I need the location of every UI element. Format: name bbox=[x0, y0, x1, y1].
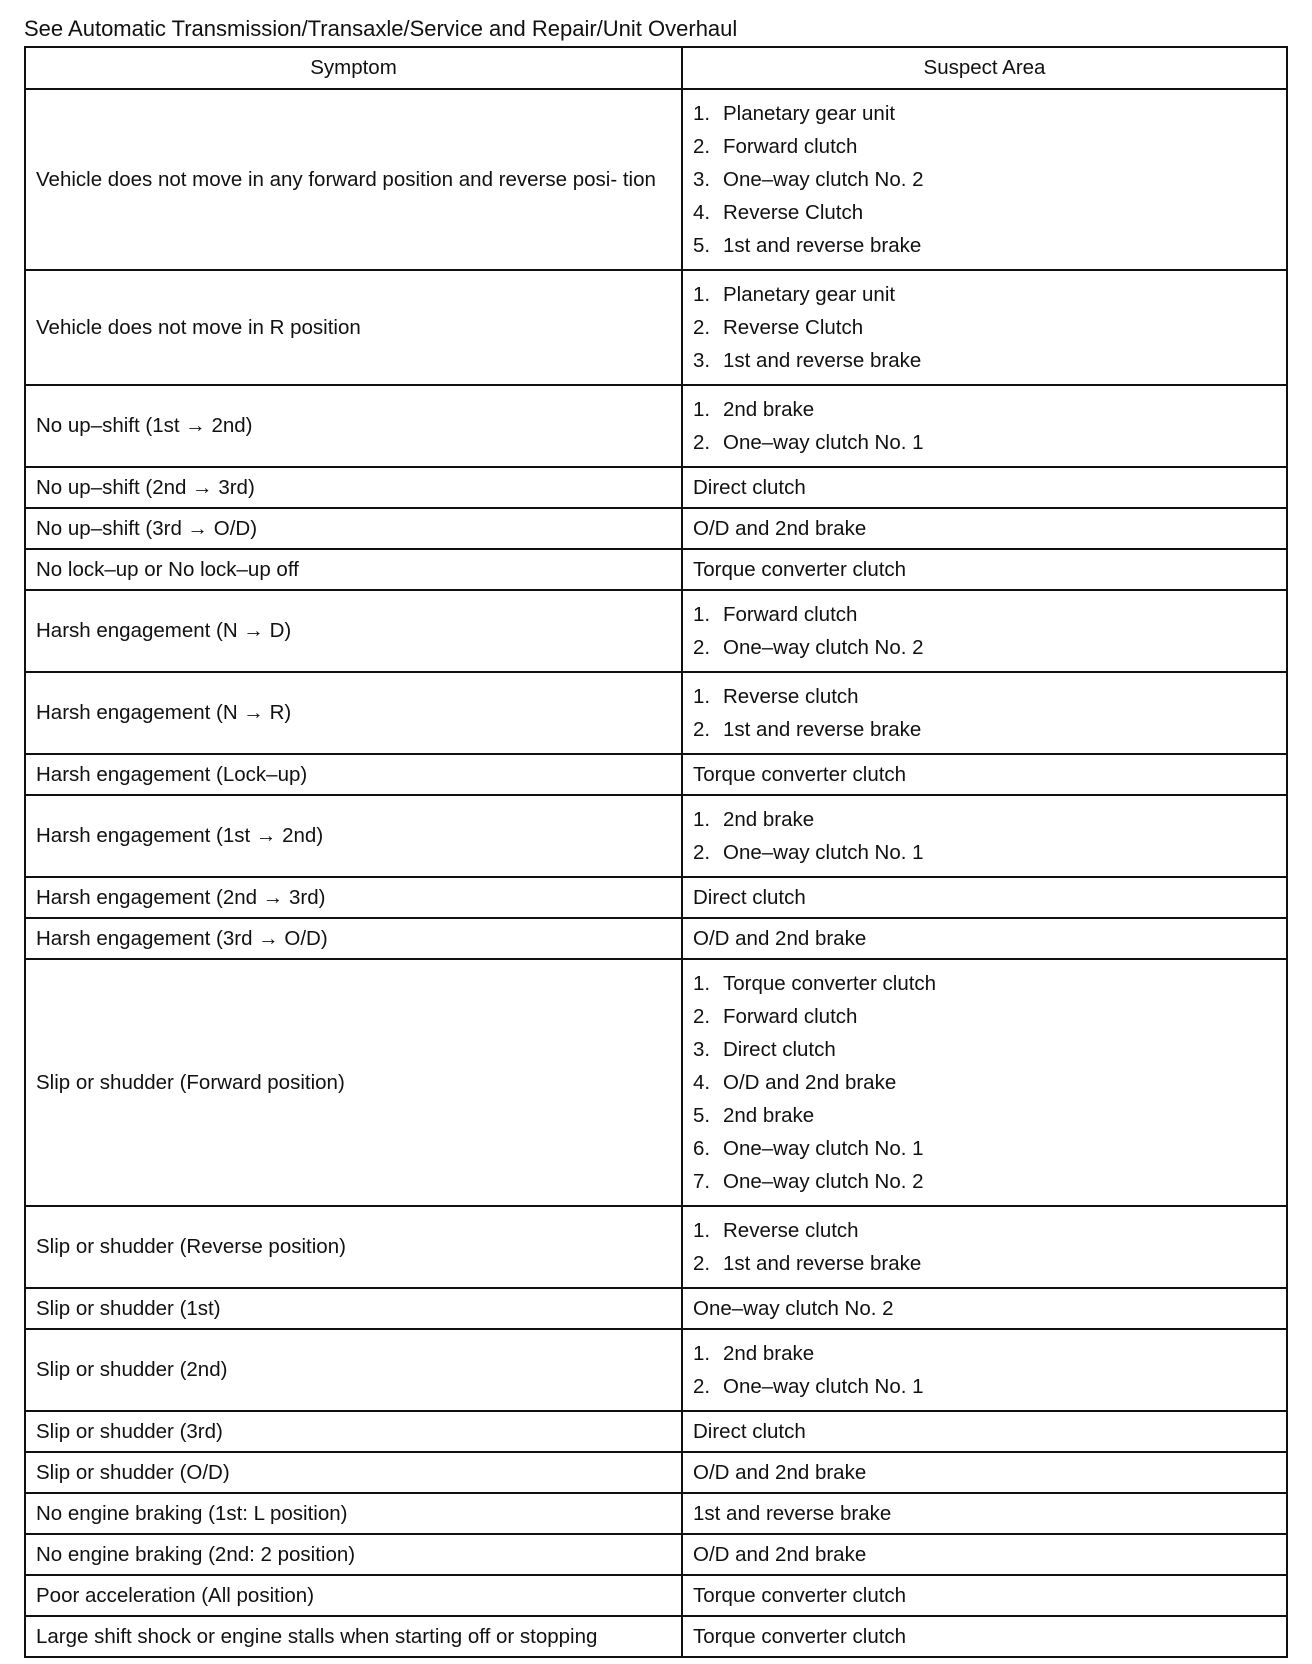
symptom-cell: Slip or shudder (3rd) bbox=[25, 1411, 682, 1452]
suspect-area-text: Direct clutch bbox=[693, 886, 806, 909]
suspect-area-text: Forward clutch bbox=[723, 603, 858, 626]
table-row bbox=[25, 1206, 1287, 1288]
table-row bbox=[25, 1616, 1287, 1657]
suspect-area-item bbox=[693, 1165, 1276, 1198]
suspect-area-item bbox=[693, 1000, 1276, 1033]
suspect-area-list bbox=[693, 386, 1276, 466]
table-row bbox=[25, 549, 1287, 590]
item-number: 7. bbox=[693, 1170, 711, 1193]
item-number: 2. bbox=[693, 841, 711, 864]
table-row bbox=[25, 1452, 1287, 1493]
symptom-cell: No up–shift (1st → 2nd) bbox=[25, 385, 682, 467]
symptom-cell: Harsh engagement (Lock–up) bbox=[25, 754, 682, 795]
suspect-area-cell bbox=[682, 1534, 1287, 1575]
item-number: 5. bbox=[693, 1104, 711, 1127]
suspect-area-text: Torque converter clutch bbox=[693, 1625, 907, 1648]
suspect-area-cell bbox=[682, 1411, 1287, 1452]
suspect-area-cell bbox=[682, 385, 1287, 467]
suspect-area-text: Direct clutch bbox=[723, 1038, 836, 1061]
suspect-area-text: 1st and reverse brake bbox=[723, 1252, 922, 1275]
suspect-area-text: 2nd brake bbox=[723, 1104, 815, 1127]
table-row bbox=[25, 672, 1287, 754]
suspect-area-cell bbox=[682, 1329, 1287, 1411]
item-number: 2. bbox=[693, 718, 711, 741]
item-number: 1. bbox=[693, 972, 711, 995]
table-row bbox=[25, 1329, 1287, 1411]
item-number: 1. bbox=[693, 603, 711, 626]
item-number: 2. bbox=[693, 431, 711, 454]
suspect-area-cell bbox=[682, 467, 1287, 508]
suspect-area-item bbox=[693, 1033, 1276, 1066]
suspect-area-text: Reverse clutch bbox=[723, 685, 859, 708]
symptom-cell: Slip or shudder (1st) bbox=[25, 1288, 682, 1329]
symptom-cell: Slip or shudder (O/D) bbox=[25, 1452, 682, 1493]
table-row bbox=[25, 89, 1287, 270]
suspect-area-cell bbox=[682, 754, 1287, 795]
suspect-area-item bbox=[693, 1214, 1276, 1247]
suspect-area-text: Planetary gear unit bbox=[723, 283, 896, 306]
suspect-area-list bbox=[693, 1330, 1276, 1410]
suspect-area-item bbox=[693, 713, 1276, 746]
item-number: 5. bbox=[693, 234, 711, 257]
suspect-area-text: One–way clutch No. 2 bbox=[693, 1297, 894, 1320]
suspect-area-cell bbox=[682, 877, 1287, 918]
suspect-area-text: O/D and 2nd brake bbox=[693, 927, 867, 950]
suspect-area-item bbox=[693, 344, 1276, 377]
table-row bbox=[25, 1534, 1287, 1575]
item-number: 2. bbox=[693, 1375, 711, 1398]
symptom-cell: Vehicle does not move in R position bbox=[25, 270, 682, 385]
suspect-area-text: O/D and 2nd brake bbox=[723, 1071, 897, 1094]
symptom-cell: Harsh engagement (2nd → 3rd) bbox=[25, 877, 682, 918]
suspect-area-item bbox=[693, 1370, 1276, 1403]
page-heading: See Automatic Transmission/Transaxle/Service and Repair/Unit Overhaul bbox=[24, 16, 738, 41]
symptom-cell: No engine braking (2nd: 2 position) bbox=[25, 1534, 682, 1575]
header-symptom: Symptom bbox=[25, 47, 682, 89]
suspect-area-item bbox=[693, 1099, 1276, 1132]
item-number: 3. bbox=[693, 349, 711, 372]
suspect-area-text: 1st and reverse brake bbox=[723, 234, 922, 257]
suspect-area-text: 1st and reverse brake bbox=[723, 718, 922, 741]
suspect-area-text: Direct clutch bbox=[693, 476, 806, 499]
table-row bbox=[25, 918, 1287, 959]
item-number: 1. bbox=[693, 1219, 711, 1242]
suspect-area-item bbox=[693, 803, 1276, 836]
suspect-area-text: Reverse clutch bbox=[723, 1219, 859, 1242]
symptom-cell: No lock–up or No lock–up off bbox=[25, 549, 682, 590]
table-row bbox=[25, 754, 1287, 795]
symptom-cell: Slip or shudder (Reverse position) bbox=[25, 1206, 682, 1288]
suspect-area-item bbox=[693, 196, 1276, 229]
suspect-area-cell bbox=[682, 508, 1287, 549]
symptom-cell: Harsh engagement (1st → 2nd) bbox=[25, 795, 682, 877]
item-number: 2. bbox=[693, 1005, 711, 1028]
suspect-area-text: Reverse Clutch bbox=[723, 201, 864, 224]
suspect-area-text: Direct clutch bbox=[693, 1420, 806, 1443]
table-row bbox=[25, 508, 1287, 549]
suspect-area-text: Torque converter clutch bbox=[723, 972, 937, 995]
suspect-area-text: 1st and reverse brake bbox=[693, 1502, 892, 1525]
suspect-area-text: Torque converter clutch bbox=[693, 763, 907, 786]
item-number: 1. bbox=[693, 102, 711, 125]
suspect-area-text: One–way clutch No. 1 bbox=[723, 841, 924, 864]
suspect-area-cell bbox=[682, 549, 1287, 590]
item-number: 2. bbox=[693, 1252, 711, 1275]
suspect-area-cell bbox=[682, 1493, 1287, 1534]
symptom-cell: No engine braking (1st: L position) bbox=[25, 1493, 682, 1534]
suspect-area-list bbox=[693, 591, 1276, 671]
item-number: 6. bbox=[693, 1137, 711, 1160]
suspect-area-text: Reverse Clutch bbox=[723, 316, 864, 339]
symptom-cell: Harsh engagement (N → D) bbox=[25, 590, 682, 672]
suspect-area-list bbox=[693, 90, 1276, 269]
symptom-cell: No up–shift (3rd → O/D) bbox=[25, 508, 682, 549]
suspect-area-cell bbox=[682, 918, 1287, 959]
suspect-area-text: 1st and reverse brake bbox=[723, 349, 922, 372]
suspect-area-item bbox=[693, 163, 1276, 196]
symptom-table bbox=[24, 46, 1288, 1658]
suspect-area-item bbox=[693, 1066, 1276, 1099]
suspect-area-item bbox=[693, 1132, 1276, 1165]
suspect-area-cell bbox=[682, 672, 1287, 754]
table-row bbox=[25, 1493, 1287, 1534]
suspect-area-item bbox=[693, 967, 1276, 1000]
suspect-area-text: Torque converter clutch bbox=[693, 1584, 907, 1607]
item-number: 1. bbox=[693, 1342, 711, 1365]
suspect-area-item bbox=[693, 229, 1276, 262]
suspect-area-item bbox=[693, 598, 1276, 631]
table-row bbox=[25, 590, 1287, 672]
symptom-cell: Vehicle does not move in any forward position and reverse posi- tion bbox=[25, 89, 682, 270]
suspect-area-text: 2nd brake bbox=[723, 808, 815, 831]
table-row bbox=[25, 877, 1287, 918]
suspect-area-text: Forward clutch bbox=[723, 1005, 858, 1028]
table-row bbox=[25, 467, 1287, 508]
symptom-cell: Slip or shudder (Forward position) bbox=[25, 959, 682, 1206]
page bbox=[24, 14, 1286, 1658]
suspect-area-text: Forward clutch bbox=[723, 135, 858, 158]
item-number: 3. bbox=[693, 1038, 711, 1061]
suspect-area-list bbox=[693, 271, 1276, 384]
symptom-cell: No up–shift (2nd → 3rd) bbox=[25, 467, 682, 508]
table-row bbox=[25, 959, 1287, 1206]
item-number: 1. bbox=[693, 398, 711, 421]
symptom-cell: Harsh engagement (3rd → O/D) bbox=[25, 918, 682, 959]
table-row bbox=[25, 270, 1287, 385]
header-suspect-area: Suspect Area bbox=[682, 47, 1287, 89]
suspect-area-cell bbox=[682, 795, 1287, 877]
suspect-area-list bbox=[693, 796, 1276, 876]
suspect-area-item bbox=[693, 278, 1276, 311]
suspect-area-cell bbox=[682, 1288, 1287, 1329]
item-number: 2. bbox=[693, 135, 711, 158]
symptom-cell: Poor acceleration (All position) bbox=[25, 1575, 682, 1616]
suspect-area-text: One–way clutch No. 1 bbox=[723, 431, 924, 454]
table-row bbox=[25, 1411, 1287, 1452]
suspect-area-text: O/D and 2nd brake bbox=[693, 1543, 867, 1566]
suspect-area-cell bbox=[682, 959, 1287, 1206]
suspect-area-cell bbox=[682, 1452, 1287, 1493]
suspect-area-item bbox=[693, 680, 1276, 713]
suspect-area-list bbox=[693, 673, 1276, 753]
item-number: 1. bbox=[693, 808, 711, 831]
suspect-area-cell bbox=[682, 1206, 1287, 1288]
suspect-area-text: O/D and 2nd brake bbox=[693, 517, 867, 540]
suspect-area-text: One–way clutch No. 1 bbox=[723, 1375, 924, 1398]
item-number: 4. bbox=[693, 1071, 711, 1094]
item-number: 1. bbox=[693, 685, 711, 708]
suspect-area-text: One–way clutch No. 2 bbox=[723, 636, 924, 659]
suspect-area-text: 2nd brake bbox=[723, 1342, 815, 1365]
table-row bbox=[25, 795, 1287, 877]
item-number: 2. bbox=[693, 316, 711, 339]
suspect-area-text: 2nd brake bbox=[723, 398, 815, 421]
suspect-area-list bbox=[693, 1207, 1276, 1287]
suspect-area-item bbox=[693, 426, 1276, 459]
symptom-cell: Slip or shudder (2nd) bbox=[25, 1329, 682, 1411]
suspect-area-item bbox=[693, 97, 1276, 130]
suspect-area-item bbox=[693, 130, 1276, 163]
symptom-cell: Harsh engagement (N → R) bbox=[25, 672, 682, 754]
symptom-cell: Large shift shock or engine stalls when starting off or stopping bbox=[25, 1616, 682, 1657]
suspect-area-cell bbox=[682, 1616, 1287, 1657]
suspect-area-text: One–way clutch No. 1 bbox=[723, 1137, 924, 1160]
suspect-area-cell bbox=[682, 590, 1287, 672]
suspect-area-item bbox=[693, 1247, 1276, 1280]
table-row bbox=[25, 1288, 1287, 1329]
item-number: 4. bbox=[693, 201, 711, 224]
suspect-area-cell bbox=[682, 1575, 1287, 1616]
suspect-area-item bbox=[693, 311, 1276, 344]
suspect-area-item bbox=[693, 1337, 1276, 1370]
suspect-area-item bbox=[693, 631, 1276, 664]
suspect-area-text: One–way clutch No. 2 bbox=[723, 1170, 924, 1193]
item-number: 3. bbox=[693, 168, 711, 191]
suspect-area-cell bbox=[682, 270, 1287, 385]
table-header-row bbox=[25, 47, 1287, 89]
suspect-area-item bbox=[693, 836, 1276, 869]
suspect-area-item bbox=[693, 393, 1276, 426]
table-body bbox=[25, 89, 1287, 1657]
item-number: 2. bbox=[693, 636, 711, 659]
item-number: 1. bbox=[693, 283, 711, 306]
suspect-area-text: One–way clutch No. 2 bbox=[723, 168, 924, 191]
table-row bbox=[25, 385, 1287, 467]
suspect-area-text: Torque converter clutch bbox=[693, 558, 907, 581]
suspect-area-cell bbox=[682, 89, 1287, 270]
suspect-area-text: O/D and 2nd brake bbox=[693, 1461, 867, 1484]
suspect-area-text: Planetary gear unit bbox=[723, 102, 896, 125]
table-row bbox=[25, 1575, 1287, 1616]
suspect-area-list bbox=[693, 960, 1276, 1205]
